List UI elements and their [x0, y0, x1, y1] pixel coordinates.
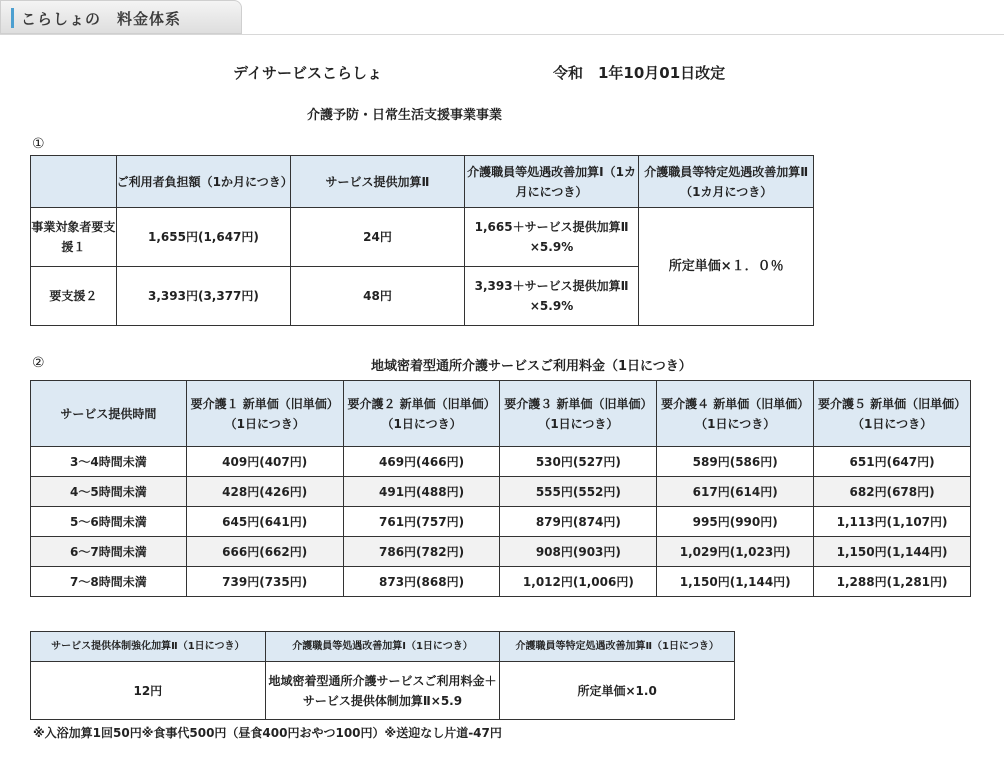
section2-table — [30, 380, 971, 597]
table-row — [31, 662, 735, 720]
table-cell: 12円 — [31, 662, 266, 720]
section2-header-row — [31, 381, 971, 447]
section2-header-cell: サービス提供時間 — [31, 381, 187, 447]
section3-header-row — [31, 632, 735, 662]
table-cell: 682円(678円) — [814, 477, 971, 507]
table-row — [31, 477, 971, 507]
table-cell: 3～4時間未満 — [31, 447, 187, 477]
table-row — [31, 567, 971, 597]
section3-table — [30, 631, 735, 720]
table-row — [31, 208, 814, 267]
special-improvement-cell: 所定単価×１．０％ — [639, 208, 814, 326]
table-row — [31, 507, 971, 537]
tab-accent-bar — [11, 8, 14, 28]
table-cell: 地域密着型通所介護サービスご利用料金＋サービス提供体制加算Ⅱ×5.9 — [265, 662, 500, 720]
section1-header-cell: ご利用者負担額（1か月につき） — [116, 156, 291, 208]
table-cell: 530円(527円) — [500, 447, 657, 477]
table-cell: 409円(407円) — [186, 447, 343, 477]
section3-header-cell: サービス提供体制強化加算Ⅱ（1日につき） — [31, 632, 266, 662]
section1-marker: ① — [32, 136, 45, 152]
table-cell: 1,012円(1,006円) — [500, 567, 657, 597]
table-cell: 469円(466円) — [343, 447, 500, 477]
improvement-cell: 1,665＋サービス提供加算Ⅱ ×5.9% — [464, 208, 639, 267]
tab-title: こらしょの 料金体系 — [21, 10, 182, 28]
table-row — [31, 537, 971, 567]
addition-cell: 48円 — [291, 267, 465, 326]
table-row — [31, 447, 971, 477]
table-cell: 651円(647円) — [814, 447, 971, 477]
table-cell: 908円(903円) — [500, 537, 657, 567]
table-cell: 555円(552円) — [500, 477, 657, 507]
section2-header-cell: 要介護４ 新単価（旧単価） （1日につき） — [657, 381, 814, 447]
table-cell: 589円(586円) — [657, 447, 814, 477]
header-divider — [0, 34, 1004, 35]
addition-cell: 24円 — [291, 208, 465, 267]
fee-cell: 3,393円(3,377円) — [116, 267, 291, 326]
table-cell: 1,113円(1,107円) — [814, 507, 971, 537]
section2-header-cell: 要介護１ 新単価（旧単価） （1日につき） — [186, 381, 343, 447]
table-cell: 所定単価×1.0 — [500, 662, 735, 720]
table-cell: 739円(735円) — [186, 567, 343, 597]
doc-subtitle: 介護予防・日常生活支援事業事業 — [307, 108, 503, 123]
table-cell: 1,150円(1,144円) — [657, 567, 814, 597]
row-label: 要支援２ — [31, 267, 117, 326]
table-cell: 6～7時間未満 — [31, 537, 187, 567]
section1-header-row — [31, 156, 814, 208]
section1-header-cell: 介護職員等処遇改善加算Ⅰ（1カ月ににつき） — [464, 156, 639, 208]
table-cell: 491円(488円) — [343, 477, 500, 507]
table-cell: 5～6時間未満 — [31, 507, 187, 537]
table-cell: 4～5時間未満 — [31, 477, 187, 507]
table-cell: 617円(614円) — [657, 477, 814, 507]
section2-title: 地域密着型通所介護サービスご利用料金（1日につき） — [371, 359, 692, 374]
table-cell: 1,150円(1,144円) — [814, 537, 971, 567]
footnote: ※入浴加算1回50円※食事代500円（昼食400円おやつ100円）※送迎なし片道-47円 — [33, 726, 502, 740]
section3-header-cell: 介護職員等特定処遇改善加算Ⅱ（1日につき） — [500, 632, 735, 662]
table-cell: 995円(990円) — [657, 507, 814, 537]
page-tab — [0, 0, 242, 34]
table-cell: 1,029円(1,023円) — [657, 537, 814, 567]
row-label: 事業対象者要支援１ — [31, 208, 117, 267]
table-cell: 786円(782円) — [343, 537, 500, 567]
doc-title: デイサービスこらしょ — [233, 64, 382, 82]
section2-header-cell: 要介護３ 新単価（旧単価） （1日につき） — [500, 381, 657, 447]
section1-header-cell: 介護職員等特定処遇改善加算Ⅱ（1カ月につき） — [639, 156, 814, 208]
table-cell: 666円(662円) — [186, 537, 343, 567]
section2-header-cell: 要介護５ 新単価（旧単価） （1日につき） — [814, 381, 971, 447]
section2-header-cell: 要介護２ 新単価（旧単価） （1日につき） — [343, 381, 500, 447]
doc-revision: 令和 1年10月01日改定 — [553, 64, 726, 82]
table-cell: 428円(426円) — [186, 477, 343, 507]
table-cell: 879円(874円) — [500, 507, 657, 537]
section1-header-cell — [31, 156, 117, 208]
table-cell: 645円(641円) — [186, 507, 343, 537]
section2-marker: ② — [32, 355, 45, 371]
section3-header-cell: 介護職員等処遇改善加算Ⅰ（1日につき） — [265, 632, 500, 662]
section1-table — [30, 155, 814, 326]
table-cell: 761円(757円) — [343, 507, 500, 537]
table-cell: 873円(868円) — [343, 567, 500, 597]
section1-header-cell: サービス提供加算Ⅱ — [291, 156, 465, 208]
table-cell: 1,288円(1,281円) — [814, 567, 971, 597]
improvement-cell: 3,393＋サービス提供加算Ⅱ ×5.9% — [464, 267, 639, 326]
fee-cell: 1,655円(1,647円) — [116, 208, 291, 267]
table-cell: 7～8時間未満 — [31, 567, 187, 597]
